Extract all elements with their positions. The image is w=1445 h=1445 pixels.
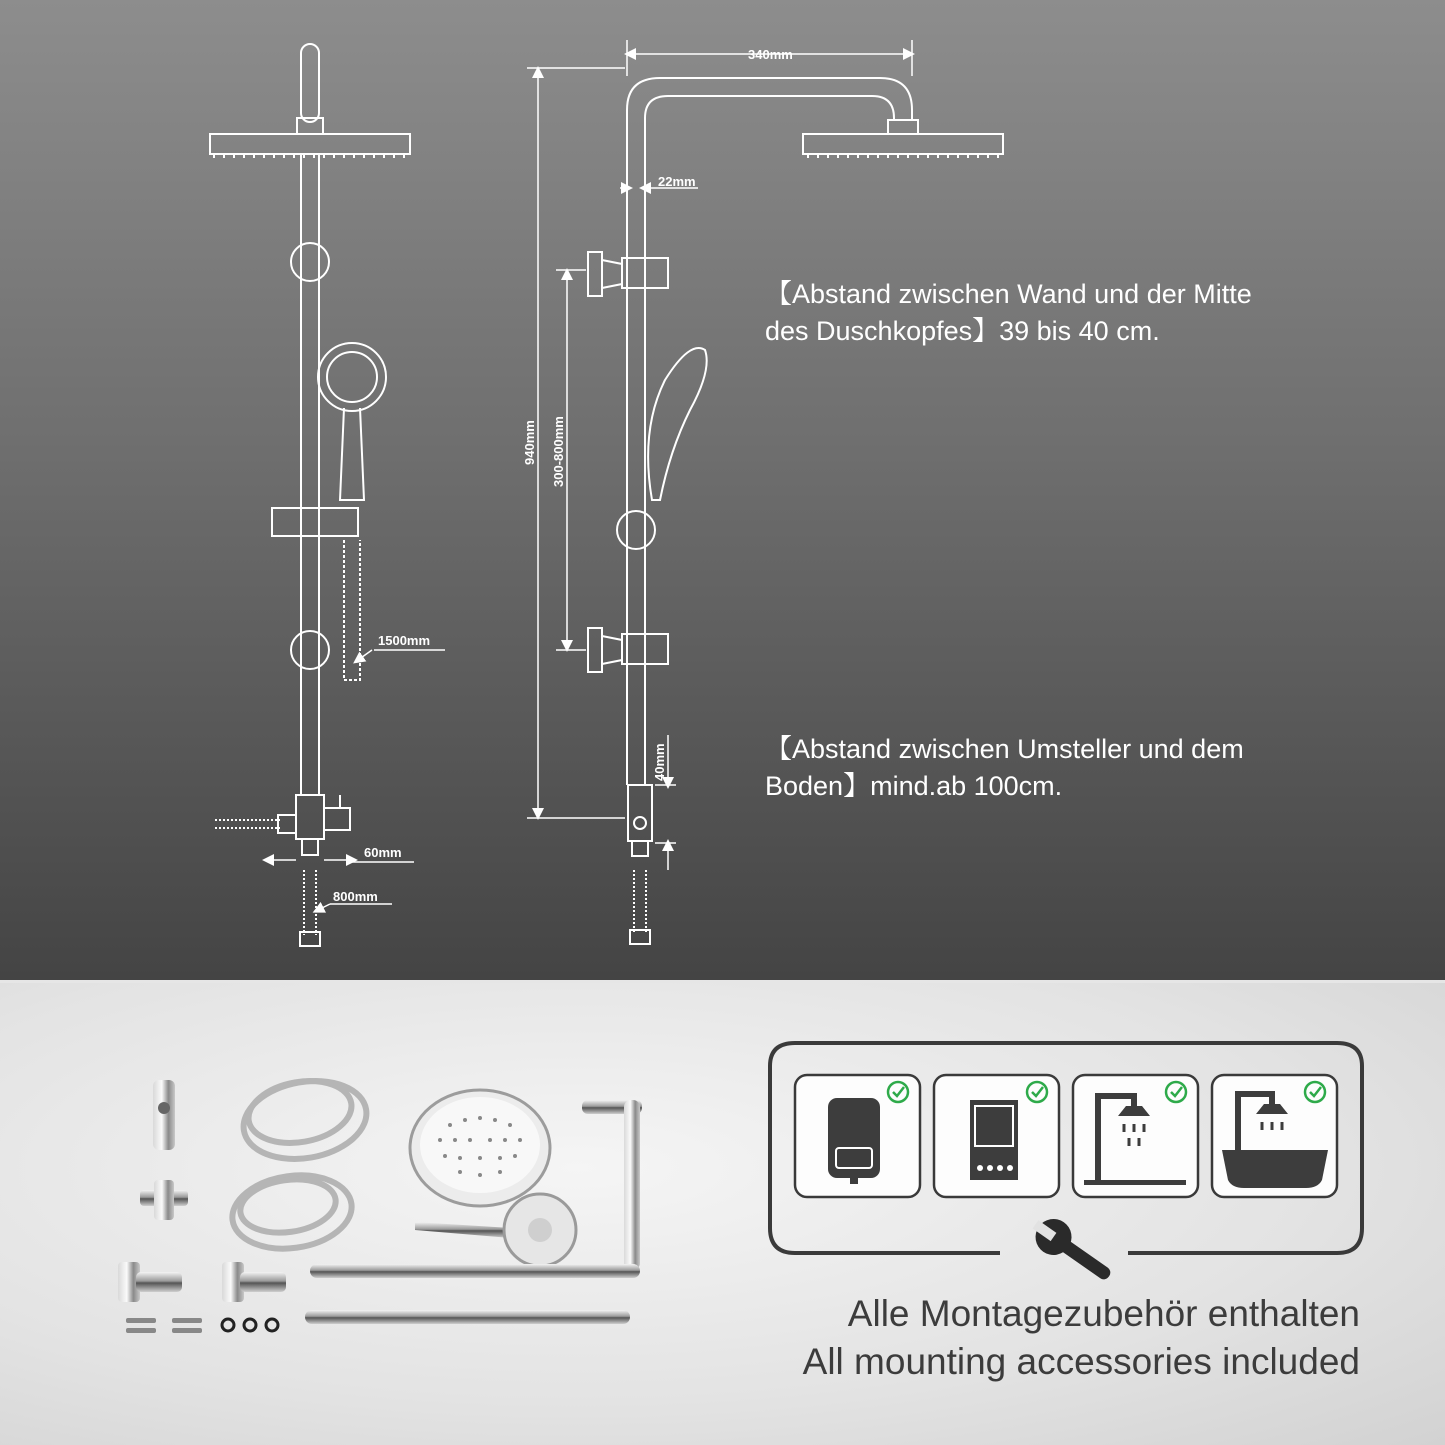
side-view [588,78,1003,944]
total-height-label: 940mm [522,420,537,465]
inlet-hose-label: 800mm [333,889,378,904]
hand-shower-side [648,348,707,500]
wall-bracket-lower [588,628,602,672]
arm-width-label: 340mm [748,47,793,62]
head-connector [297,118,323,134]
floor-distance-note [765,731,1244,805]
floor-distance-line1: 【Abstand zwischen Umsteller und dem [765,734,1244,764]
hose-length-label: 1500mm [378,633,431,648]
caption-german: Alle Montagezubehör enthalten [847,1293,1360,1334]
hand-shower-face [318,343,386,411]
top-arm [301,44,319,122]
upper-clamp [291,243,329,281]
pipe-diameter-label: 22mm [658,174,696,189]
rain-head-front [210,134,410,154]
rain-head-side [803,134,1003,154]
wall-distance-line2: des Duschkopfes】39 bis 40 cm. [765,316,1160,346]
diverter-side [628,785,652,841]
floor-distance-line2: Boden】mind.ab 100cm. [765,771,1063,801]
adjust-range-label: 300-800mm [551,416,566,487]
wall-distance-note [765,276,1252,350]
diverter-front [296,795,324,839]
wall-bracket-upper [588,252,602,296]
head-connector-side [888,120,918,134]
slider-bracket [272,508,358,536]
lower-clamp [291,631,329,669]
diverter-width-label: 60mm [364,845,402,860]
caption-english: All mounting accessories included [802,1341,1360,1382]
wall-distance-line1: 【Abstand zwischen Wand und der Mitte [765,279,1252,309]
diverter-height-label: 40mm [652,743,667,781]
side-clamp [617,511,655,549]
front-view [210,44,410,946]
front-dimensions [268,650,445,910]
